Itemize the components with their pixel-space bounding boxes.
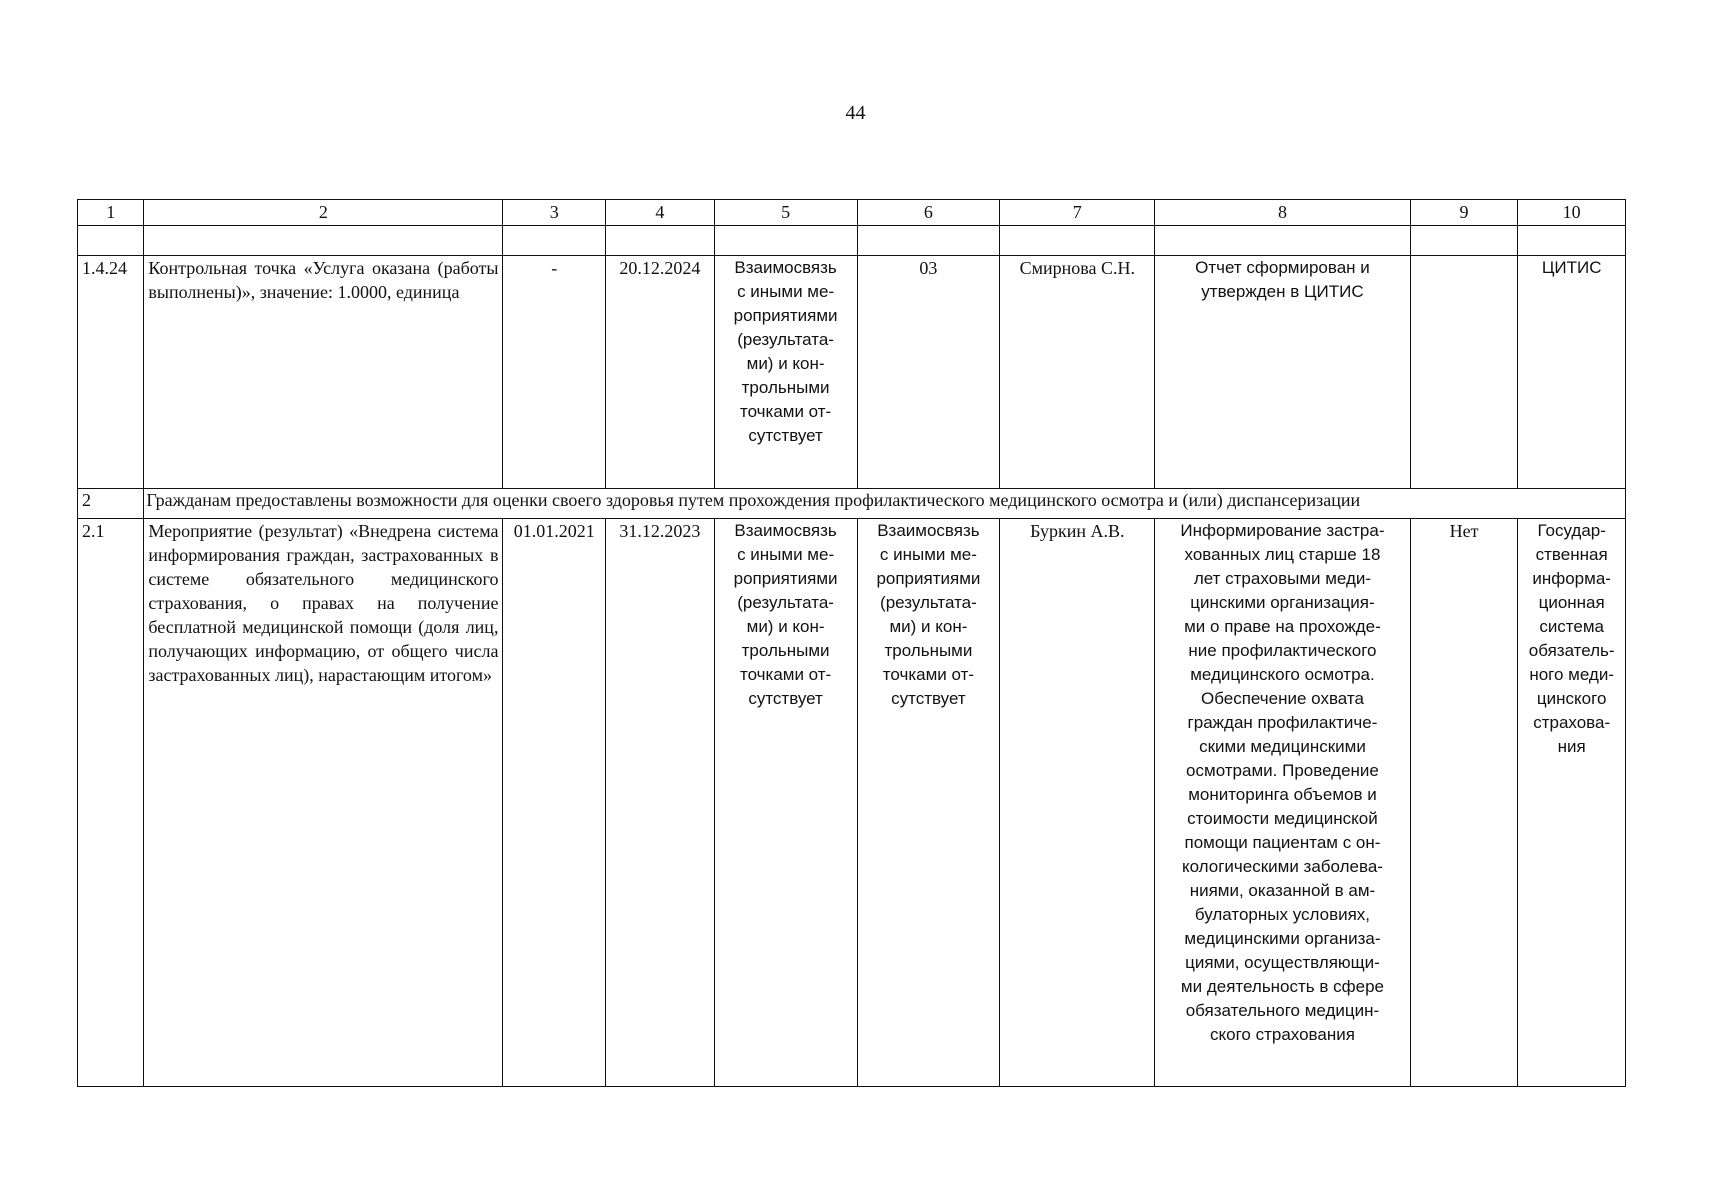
section-title: Гражданам предоставлены возможности для оценки своего здоровья путем прохождения профилактического медицинского осмотра и (или) диспансеризации: [144, 489, 1626, 519]
row-end-date: 20.12.2024: [606, 256, 715, 489]
row-col9: [1410, 256, 1518, 489]
blank-row: [78, 226, 1626, 256]
row-description: Отчет сформирован и утвержден в ЦИТИС: [1155, 256, 1410, 489]
row-system: ЦИТИС: [1518, 256, 1626, 489]
header-cell-6: 6: [857, 200, 1000, 226]
row-number: 1.4.24: [78, 256, 144, 489]
row-name: Мероприятие (результат) «Внедрена система информирования граждан, застрахованных в системе обязательного медицинского страхования, о правах на получение бесплатной медицинской помощи (доля лиц, получающих информацию, от общего числа застрахованных лиц), нарастающим итогом»: [144, 519, 503, 1087]
header-cell-9: 9: [1410, 200, 1518, 226]
table-row: [78, 256, 1626, 489]
row-responsible: Буркин А.В.: [1000, 519, 1155, 1087]
header-cell-7: 7: [1000, 200, 1155, 226]
row-col9: Нет: [1410, 519, 1518, 1087]
header-row: [78, 200, 1626, 226]
row-description: Информирование застра- хованных лиц старше 18 лет страховыми меди- цинскими организация- ми о праве на прохожде- ние профилактического медицинского осмотра. Обеспечение охвата граждан профилактиче- скими медицинскими осмотрами. Проведение мониторинга объемов и стоимости медицинской помощи пациентам с он- кологическими заболева- ниями, оказанной в ам- булаторных условиях, медицинскими организа- циями, осуществляющи- ми деятельность в сфере обязательного медицин- ского страхования: [1155, 519, 1410, 1087]
page-number: 44: [845, 102, 866, 124]
row-link: Взаимосвязь с иными ме- роприятиями (результата- ми) и кон- трольными точками от- сутствует: [714, 519, 857, 1087]
row-col6: Взаимосвязь с иными ме- роприятиями (результата- ми) и кон- трольными точками от- сутствует: [857, 519, 1000, 1087]
row-link: Взаимосвязь с иными ме- роприятиями (результата- ми) и кон- трольными точками от- сутствует: [714, 256, 857, 489]
table-row: [78, 519, 1626, 1087]
header-cell-3: 3: [503, 200, 606, 226]
row-number: 2.1: [78, 519, 144, 1087]
header-cell-10: 10: [1518, 200, 1626, 226]
row-start-date: -: [503, 256, 606, 489]
row-end-date: 31.12.2023: [606, 519, 715, 1087]
header-cell-1: 1: [78, 200, 144, 226]
row-name: Контрольная точка «Услуга оказана (работы выполнены)», значение: 1.0000, единица: [144, 256, 503, 489]
row-start-date: 01.01.2021: [503, 519, 606, 1087]
header-cell-2: 2: [144, 200, 503, 226]
header-cell-5: 5: [714, 200, 857, 226]
row-col6: 03: [857, 256, 1000, 489]
section-row: [78, 489, 1626, 519]
activity-table: [77, 199, 1626, 1087]
row-system: Государ- ственная информа- ционная система обязатель- ного меди- цинского страхова- ния: [1518, 519, 1626, 1087]
row-responsible: Смирнова С.Н.: [1000, 256, 1155, 489]
header-cell-4: 4: [606, 200, 715, 226]
header-cell-8: 8: [1155, 200, 1410, 226]
section-number: 2: [78, 489, 144, 519]
